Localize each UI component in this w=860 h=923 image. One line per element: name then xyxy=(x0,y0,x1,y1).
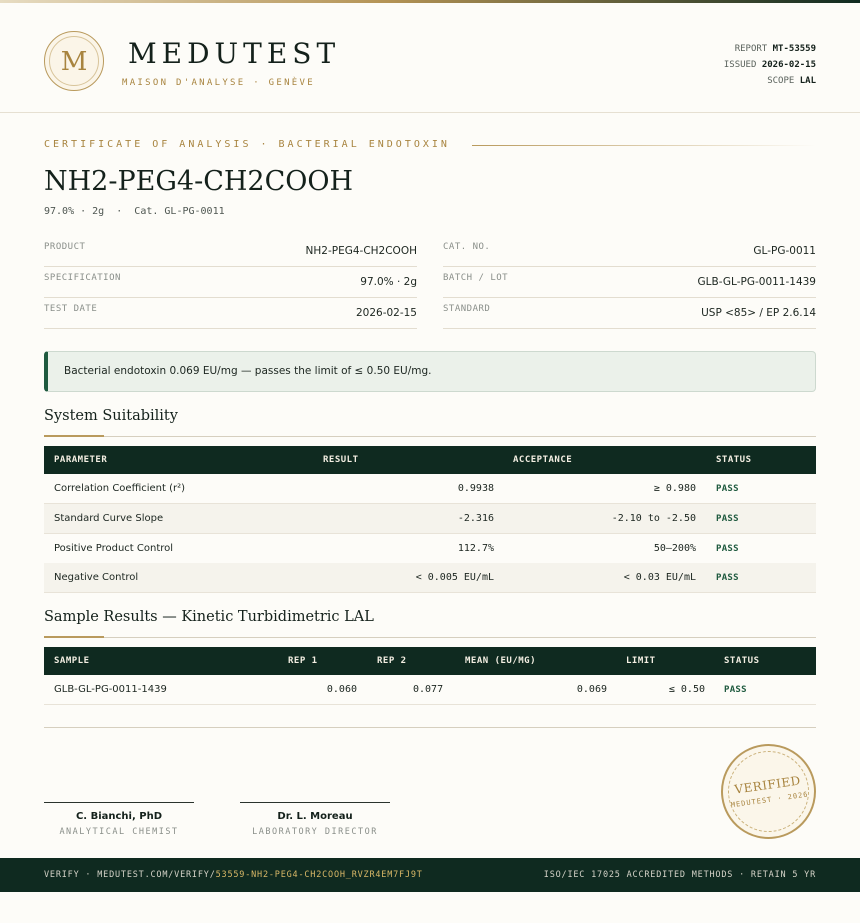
report-meta xyxy=(724,41,816,89)
logo-letter: M xyxy=(60,47,88,77)
status-badge: PASS xyxy=(716,484,739,494)
col-acceptance: ACCEPTANCE xyxy=(513,455,573,465)
col-status: STATUS xyxy=(716,455,752,465)
detail-standard: STANDARD USP <85> / EP 2.6.14 xyxy=(443,298,816,329)
footer-bar xyxy=(0,858,860,892)
verify-link[interactable]: VERIFY · MEDUTEST.COM/VERIFY/53559-NH2-PEG4-CH2COOH_RVZR4EM7FJ9T xyxy=(44,870,423,880)
signature-title: LABORATORY DIRECTOR xyxy=(252,827,378,837)
verified-stamp: VERIFIED MEDUTEST · 2026 xyxy=(715,738,822,845)
detail-specification: SPECIFICATION 97.0% · 2g xyxy=(44,267,417,298)
status-badge: PASS xyxy=(716,544,739,554)
suitability-table-header xyxy=(44,446,816,474)
meta-issued: ISSUED 2026-02-15 xyxy=(723,60,816,70)
col-parameter: PARAMETER xyxy=(54,455,108,465)
table-row: Correlation Coefficient (r²) 0.9938 ≥ 0.980 PASS xyxy=(44,474,816,504)
suitability-title: System Suitability xyxy=(44,408,178,424)
letterhead xyxy=(0,3,860,113)
table-row: Standard Curve Slope -2.316 -2.10 to -2.50 PASS xyxy=(44,504,816,534)
col-status: STATUS xyxy=(724,656,760,666)
suitability-rule xyxy=(44,436,816,437)
samples-table-header xyxy=(44,647,816,675)
signature-name: C. Bianchi, PhD xyxy=(75,811,163,822)
document-eyebrow: CERTIFICATE OF ANALYSIS · BACTERIAL ENDOTOXIN xyxy=(44,139,450,150)
eyebrow-row xyxy=(44,139,816,151)
table-row: GLB-GL-PG-0011-1439 0.060 0.077 0.069 ≤ 0.50 PASS xyxy=(44,675,816,705)
col-result: RESULT xyxy=(323,455,359,465)
verify-code: 53559-NH2-PEG4-CH2COOH_RVZR4EM7FJ9T xyxy=(215,870,423,880)
brand-tagline: MAISON D'ANALYSE · GENÈVE xyxy=(122,78,315,88)
product-subline: 97.0% · 2g · Cat. GL-PG-0011 xyxy=(44,206,225,217)
brand-name: MEDUTEST xyxy=(128,37,341,70)
table-row: Positive Product Control 112.7% 50–200% PASS xyxy=(44,534,816,564)
samples-accent xyxy=(44,636,104,638)
meta-report: REPORT MT-53559 xyxy=(734,44,816,54)
logo-seal xyxy=(44,31,104,91)
footer-accreditation: ISO/IEC 17025 ACCREDITED METHODS · RETAIN 5 YR xyxy=(543,870,816,880)
table-row: Negative Control < 0.005 EU/mL < 0.03 EU/mL PASS xyxy=(44,563,816,593)
detail-cat-no: CAT. NO. GL-PG-0011 xyxy=(443,236,816,267)
signature-analyst xyxy=(44,802,194,837)
col-sample: SAMPLE xyxy=(54,656,90,666)
result-banner xyxy=(44,351,816,392)
col-limit: LIMIT xyxy=(626,656,656,666)
suitability-accent xyxy=(44,435,104,437)
detail-product: PRODUCT NH2-PEG4-CH2COOH xyxy=(44,236,417,267)
meta-scope: SCOPE LAL xyxy=(767,76,816,86)
col-mean: MEAN (EU/MG) xyxy=(465,656,537,666)
status-badge: PASS xyxy=(724,685,747,695)
samples-title: Sample Results — Kinetic Turbidimetric LAL xyxy=(44,609,374,625)
signature-name: Dr. L. Moreau xyxy=(277,811,353,822)
signature-divider xyxy=(44,727,816,728)
detail-test-date: TEST DATE 2026-02-15 xyxy=(44,298,417,329)
signature-title: ANALYTICAL CHEMIST xyxy=(59,827,179,837)
eyebrow-rule xyxy=(472,145,816,146)
detail-batch-lot: BATCH / LOT GLB-GL-PG-0011-1439 xyxy=(443,267,816,298)
signature-director xyxy=(240,802,390,837)
col-rep1: REP 1 xyxy=(288,656,318,666)
status-badge: PASS xyxy=(716,514,739,524)
result-banner-text: Bacterial endotoxin 0.069 EU/mg — passes the limit of ≤ 0.50 EU/mg. xyxy=(64,365,432,377)
col-rep2: REP 2 xyxy=(377,656,407,666)
samples-rule xyxy=(44,637,816,638)
status-badge: PASS xyxy=(716,573,739,583)
product-title: NH2-PEG4-CH2COOH xyxy=(44,166,354,197)
